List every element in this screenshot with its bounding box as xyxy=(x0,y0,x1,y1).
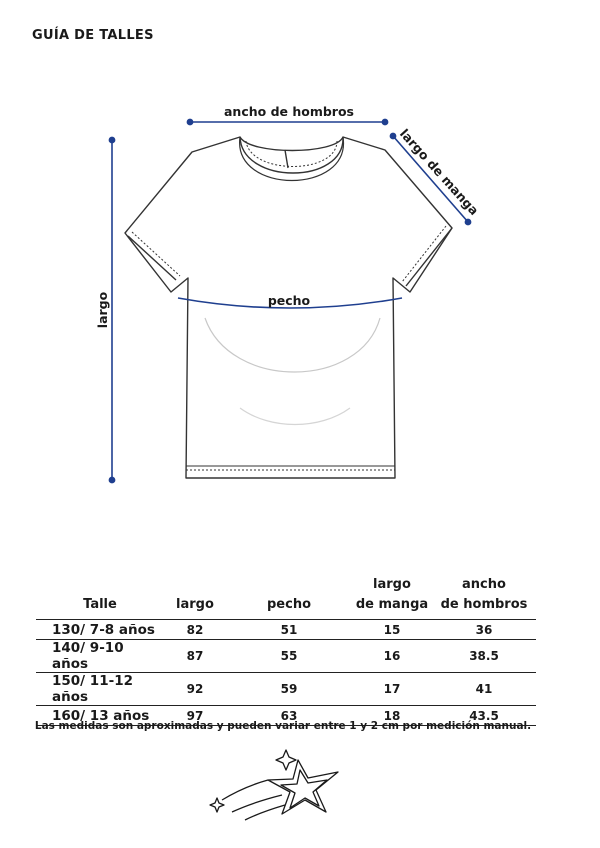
size-table xyxy=(36,575,536,726)
cell-shoulder: 36 xyxy=(432,620,536,640)
cell-chest: 55 xyxy=(226,640,352,673)
hem-shading xyxy=(240,408,350,425)
header-sleeve xyxy=(352,575,432,620)
shooting-star-icon xyxy=(210,750,338,820)
cell-length: 87 xyxy=(164,640,226,673)
header-shoulder xyxy=(432,575,536,620)
header-size: Talle xyxy=(83,597,117,612)
body-shading xyxy=(205,318,380,372)
length-label: largo xyxy=(95,291,110,329)
header-sleeve-line1: largo xyxy=(373,577,411,592)
chest-label: pecho xyxy=(267,293,311,308)
cell-size: 140/ 9-10 años xyxy=(36,640,164,673)
header-length: largo xyxy=(176,597,214,612)
cell-size: 130/ 7-8 años xyxy=(36,620,164,640)
cell-chest: 63 xyxy=(226,706,352,726)
table-row xyxy=(36,673,536,706)
header-chest: pecho xyxy=(266,597,311,612)
header-shoulder-line1: ancho xyxy=(462,577,506,592)
cell-sleeve: 18 xyxy=(352,706,432,726)
cell-length: 97 xyxy=(164,706,226,726)
header-shoulder-line2: de hombros xyxy=(440,597,528,612)
cell-sleeve: 16 xyxy=(352,640,432,673)
cell-length: 92 xyxy=(164,673,226,706)
cell-sleeve: 17 xyxy=(352,673,432,706)
table-row xyxy=(36,640,536,673)
table-header-row xyxy=(36,575,536,620)
cell-sleeve: 15 xyxy=(352,620,432,640)
cell-size: 150/ 11-12 años xyxy=(36,673,164,706)
cell-length: 82 xyxy=(164,620,226,640)
cell-shoulder: 43.5 xyxy=(432,706,536,726)
sleeve-length-label: largo de manga xyxy=(396,125,482,218)
header-sleeve-line2: de manga xyxy=(355,597,429,612)
cell-chest: 51 xyxy=(226,620,352,640)
shoulder-width-label: ancho de hombros xyxy=(223,104,355,119)
cell-shoulder: 41 xyxy=(432,673,536,706)
cell-chest: 59 xyxy=(226,673,352,706)
page-title: GUÍA DE TALLES xyxy=(32,28,154,43)
cell-shoulder: 38.5 xyxy=(432,640,536,673)
table-row xyxy=(36,620,536,640)
measurement-note: Las medidas son aproximadas y pueden variar entre 1 y 2 cm por medición manual. xyxy=(34,720,532,732)
cell-size: 160/ 13 años xyxy=(36,706,164,726)
